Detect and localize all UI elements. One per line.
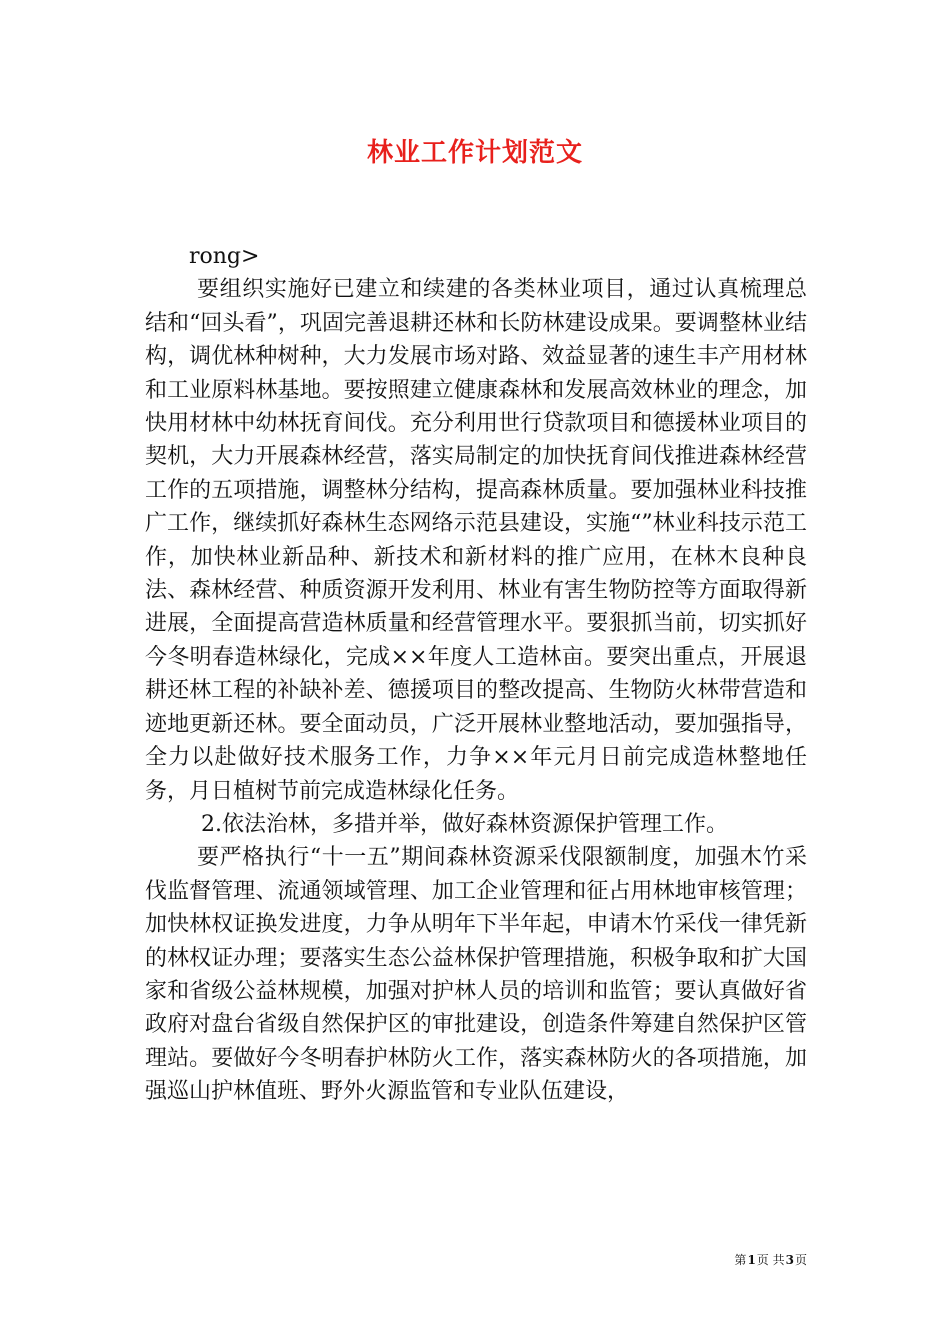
page-footer bbox=[734, 1251, 807, 1268]
footer-prefix: 第 bbox=[734, 1253, 747, 1267]
footer-current-page: 1 bbox=[747, 1253, 756, 1267]
paragraph-projects: 要组织实施好已建立和续建的各类林业项目，通过认真梳理总结和“回头看”，巩固完善退耕还林和长防林建设成果。要调整林业结构，调优林种树种，大力发展市场对路、效益显著的速生丰产用材林和工业原料林基地。要按照建立健康森林和发展高效林业的理念，加快用材林中幼林抚育间伐。充分利用世行贷款项目和德援林业项目的契机，大力开展森林经营，落实局制定的加快抚育间伐推进森林经营工作的五项措施，调整林分结构，提高森林质量。要加强林业科技推广工作，继续抓好森林生态网络示范县建设，实施“”林业科技示范工作，加快林业新品种、新技术和新材料的推广应用，在林木良种良法、森林经营、种质资源开发利用、林业有害生物防控等方面取得新进展，全面提高营造林质量和经营管理水平。要狠抓当前，切实抓好今冬明春造林绿化，完成××年度人工造林亩。要突出重点，开展退耕还林工程的补缺补差、德援项目的整改提高、生物防火林带营造和迹地更新还林。要全面动员，广泛开展林业整地活动，要加强指导，全力以赴做好技术服务工作，力争××年元月日前完成造林整地任务，月日植树节前完成造林绿化任务。 bbox=[145, 277, 807, 804]
paragraph-protection: 要严格执行“十一五”期间森林资源采伐限额制度，加强木竹采伐监督管理、流通领域管理、加工企业管理和征占用林地审核管理；加快林权证换发进度，力争从明年下半年起，申请木竹采伐一律凭新的林权证办理；要落实生态公益林保护管理措施，积极争取和扩大国家和省级公益林规模，加强对护林人员的培训和监管；要认真做好省政府对盘台省级自然保护区的审批建设，创造条件筹建自然保护区管理站。要做好今冬明春护林防火工作，落实森林防火的各项措施，加强巡山护林值班、野外火源监管和专业队伍建设， bbox=[145, 845, 807, 1105]
text-fragment: rong> bbox=[189, 244, 260, 269]
document-title: 林业工作计划范文 bbox=[366, 138, 583, 168]
footer-total-pages: 3 bbox=[785, 1253, 794, 1267]
footer-middle: 页 共 bbox=[756, 1253, 785, 1267]
footer-suffix: 页 bbox=[794, 1253, 807, 1267]
document-body bbox=[145, 240, 807, 1109]
section-heading-2: 2.依法治林，多措并举，做好森林资源保护管理工作。 bbox=[201, 811, 728, 837]
